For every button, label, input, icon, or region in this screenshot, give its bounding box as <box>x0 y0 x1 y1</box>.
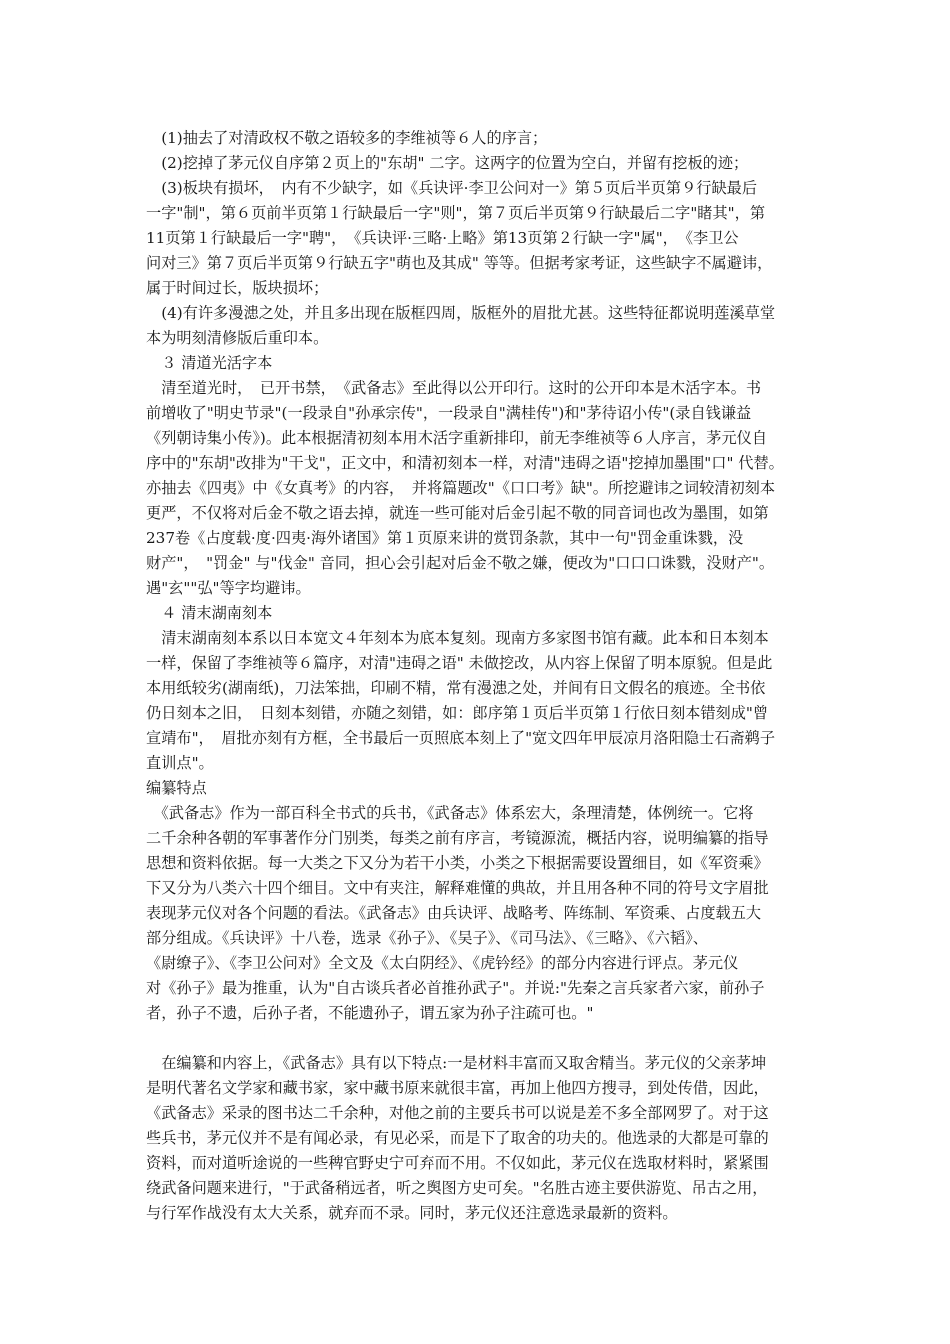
text-line: 是明代著名文学家和藏书家，家中藏书原来就很丰富，再加上他四方搜寻，到处传借，因此， <box>146 1079 769 1097</box>
section-heading: ４ 清末湖南刻本 <box>146 604 273 622</box>
text-line: 《武备志》作为一部百科全书式的兵书，《武备志》体系宏大，条理清楚，体例统一。它将 <box>146 804 754 822</box>
text-line: (2)挖掉了茅元仪自序第２页上的"东胡" 二字。这两字的位置为空白，并留有挖板的迹； <box>146 154 749 172</box>
text-line: 更严，不仅将对后金不敬之语去掉，就连一些可能对后金引起不敬的同音词也改为墨围，如第 <box>146 504 769 522</box>
text-line: 237卷《占度载·度·四夷·海外诸国》第１页原来讲的赏罚条款，其中一句"罚金重诛戮，没 <box>146 529 744 547</box>
text-line: (4)有许多漫漶之处，并且多出现在版框四周，版框外的眉批尤甚。这些特征都说明莲溪草堂 <box>146 304 776 322</box>
text-line: 绕武备问题来进行，"于武备稍远者，听之舆图方史可矣。"名胜古迹主要供游览、吊古之用， <box>146 1179 768 1197</box>
text-line: 仍日刻本之旧， 日刻本刻错，亦随之刻错，如：郎序第１页后半页第１行依日刻本错刻成"曾 <box>146 704 769 722</box>
text-line: 前增收了"明史节录"(一段录自"孙承宗传"，一段录自"满桂传")和"茅待诏小传"(录自钱谦益 <box>146 404 752 422</box>
text-line: 遇"玄""弘"等字均避讳。 <box>146 579 311 597</box>
text-line: 资料，而对道听途说的一些稗官野史宁可弃而不用。不仅如此，茅元仪在选取材料时，紧紧围 <box>146 1154 769 1172</box>
text-line: 宣靖布"， 眉批亦刻有方框，全书最后一页照底本刻上了"宽文四年甲辰凉月洛阳隐士石斋鹈子 <box>146 729 776 747</box>
text-line: 《武备志》采录的图书达二千余种，对他之前的主要兵书可以说是差不多全部网罗了。对于这 <box>146 1104 769 1122</box>
text-line: 思想和资料依据。每一大类之下又分为若干小类，小类之下根据需要设置细目，如《军资乘》 <box>146 854 769 872</box>
text-line: 问对三》第７页后半页第９行缺五字"萌也及其成" 等等。但据考家考证，这些缺字不属避讳， <box>146 254 773 272</box>
text-line: 部分组成。《兵诀评》十八卷，选录《孙子》、《吴子》、《司马法》、《三略》、《六韬》、 <box>146 929 708 947</box>
text-line: 与行军作战没有太大关系，就弃而不录。同时，茅元仪还注意选录最新的资料。 <box>146 1204 678 1222</box>
text-line: 下又分为八类六十四个细目。文中有夹注，解释难懂的典故，并且用各种不同的符号文字眉批 <box>146 879 769 897</box>
text-line: 属于时间过长，版块损坏； <box>146 279 329 297</box>
text-line: (3)板块有损坏， 内有不少缺字，如《兵诀评·李卫公问对一》第５页后半页第９行缺最后 <box>146 179 758 197</box>
text-line: 财产"， "罚金" 与"伐金" 音同，担心会引起对后金不敬之嫌，便改为"口口口诛戮，没财产"。 <box>146 554 775 572</box>
section-heading: 编纂特点 <box>146 779 207 797</box>
text-line: 清至道光时， 已开书禁， 《武备志》至此得以公开印行。这时的公开印本是木活字本。书 <box>146 379 762 397</box>
text-line: (1)抽去了对清政权不敬之语较多的李维祯等６人的序言； <box>146 129 548 147</box>
text-line: 些兵书，茅元仪并不是有闻必录，有见必采，而是下了取舍的功夫的。他选录的大都是可靠的 <box>146 1129 769 1147</box>
text-line: 一字"制"，第６页前半页第１行缺最后一字"则"，第７页后半页第９行缺最后二字"睹其"，第 <box>146 204 766 222</box>
text-line: 序中的"东胡"改排为"干戈"，正文中，和清初刻本一样，对清"违碍之语"挖掉加墨围"口" 代替。 <box>146 454 784 472</box>
text-line: 本为明刻清修版后重印本。 <box>146 329 329 347</box>
text-line: 在编纂和内容上，《武备志》具有以下特点:一是材料丰富而又取舍精当。茅元仪的父亲茅坤 <box>146 1054 767 1072</box>
section-heading: ３ 清道光活字本 <box>146 354 273 372</box>
text-line: 二千余种各朝的军事著作分门别类，每类之前有序言，考镜源流，概括内容，说明编纂的指导 <box>146 829 769 847</box>
text-line: 《尉缭子》、《李卫公问对》全文及《太白阴经》、《虎钤经》的部分内容进行评点。茅元仪 <box>146 954 739 972</box>
text-line: 一样，保留了李维祯等６篇序，对清"违碍之语" 未做挖改，从内容上保留了明本原貌。但是此 <box>146 654 773 672</box>
text-line: 11页第１行缺最后一字"聘"， 《兵诀评·三略·上略》第13页第２行缺一字"属"， 《李卫公 <box>146 229 739 247</box>
text-line: 对《孙子》最为推重，认为"自古谈兵者必首推孙武子"。并说:"先秦之言兵家者六家，前孙子 <box>146 979 765 997</box>
text-line: 本用纸较劣(湖南纸)，刀法笨拙，印刷不精，常有漫漶之处，并间有日文假名的痕迹。全书依 <box>146 679 766 697</box>
text-line: 《列朝诗集小传》)。此本根据清初刻本用木活字重新排印，前无李维祯等６人序言，茅元仪自 <box>146 429 768 447</box>
text-line: 清末湖南刻本系以日本宽文４年刻本为底本复刻。现南方多家图书馆有藏。此本和日本刻本 <box>146 629 769 647</box>
text-line: 表现茅元仪对各个问题的看法。《武备志》由兵诀评、战略考、阵练制、军资乘、占度载五大 <box>146 904 762 922</box>
text-line: 直训点"。 <box>146 754 214 772</box>
text-line: 亦抽去《四夷》中《女真考》的内容， 并将篇题改"《口口考》缺"。所挖避讳之词较清初刻本 <box>146 479 776 497</box>
text-line: 者，孙子不遗，后孙子者，不能遗孙子，谓五家为孙子注疏可也。" <box>146 1004 594 1022</box>
